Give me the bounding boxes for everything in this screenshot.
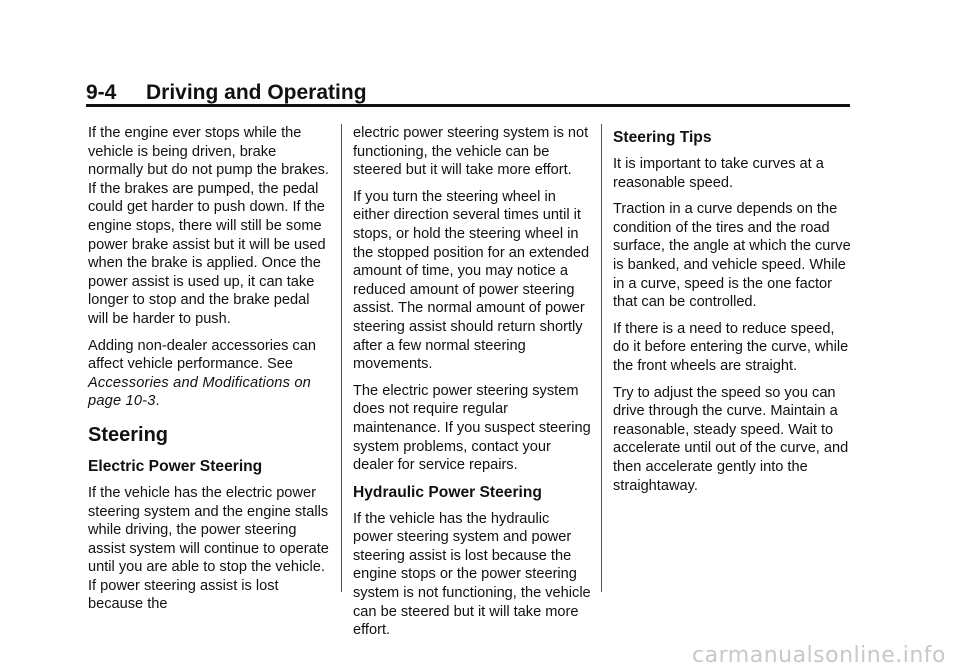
heading-steering-tips: Steering Tips	[613, 129, 712, 146]
paragraph-adjust-speed: Try to adjust the speed so you can drive through the curve. Maintain a reasonable, steady speed. Wait to accelerate until out of the curve, and then accelerate gently into the straightaway.	[613, 384, 849, 494]
section-title: Driving and Operating	[146, 81, 367, 104]
paragraph-traction: Traction in a curve depends on the condition of the tires and the road surface, the angle at which the curve is banked, and vehicle speed. While in a curve, speed is the one factor that can be controlled.	[613, 201, 851, 311]
paragraph-curves: It is important to take curves at a reasonable speed.	[613, 156, 824, 191]
heading-steering: Steering	[88, 423, 169, 446]
heading-electric-power-steering: Electric Power Steering	[88, 457, 263, 475]
page-header	[86, 80, 850, 106]
paragraph-engine-stops: If the engine ever stops while the vehicle is being driven, brake normally but do not pump the brakes. If the brakes are pumped, the pedal could get harder to push down. If the engine stops, there will still be some power brake assist but it will be used when the brake is applied. Once the power assist is used up, it can take longer to stop and the brake pedal will be harder to push.	[88, 125, 329, 327]
watermark: carmanualsonline.info	[692, 643, 946, 668]
paragraph-eps-stall: If the vehicle has the electric power steering system and the engine stalls while driving, the power steering assist system will continue to operate until you are able to stop the vehicle. If power steering assist is lost because the	[88, 484, 329, 613]
column-1	[88, 124, 330, 622]
accessories-link[interactable]: Accessories and Modifications on page 10‑3	[88, 374, 311, 410]
paragraph-reduce-speed: If there is a need to reduce speed, do it before entering the curve, while the front wheels are straight.	[613, 320, 849, 374]
accessories-text: Adding non-dealer accessories can affect vehicle performance. See	[88, 337, 316, 373]
paragraph-eps-continued: electric power steering system is not functioning, the vehicle can be steered but it will take more effort.	[353, 125, 589, 179]
accessories-end: .	[155, 393, 160, 410]
page-number: 9-4	[86, 81, 117, 104]
paragraph-steering-wheel: If you turn the steering wheel in either direction several times until it stops, or hold the steering wheel in the stopped position for an extended amount of time, you may notice a reduced amount of power steering assist. The normal amount of power steering assist should return shortly after a few normal steering movements.	[353, 188, 590, 373]
paragraph-eps-maintenance: The electric power steering system does not require regular maintenance. If you suspect steering system problems, contact your dealer for service repairs.	[353, 382, 591, 474]
column-2	[353, 124, 591, 648]
heading-hydraulic-power-steering: Hydraulic Power Steering	[353, 483, 542, 501]
column-divider-1	[341, 124, 342, 592]
column-divider-2	[601, 124, 602, 592]
column-3	[613, 124, 853, 503]
paragraph-accessories	[88, 337, 330, 411]
header-rule	[86, 104, 850, 107]
paragraph-hps: If the vehicle has the hydraulic power steering system and power steering assist is lost because the engine stops or the power steering system is not functioning, the vehicle can be steered but it will take more effort.	[353, 510, 591, 639]
